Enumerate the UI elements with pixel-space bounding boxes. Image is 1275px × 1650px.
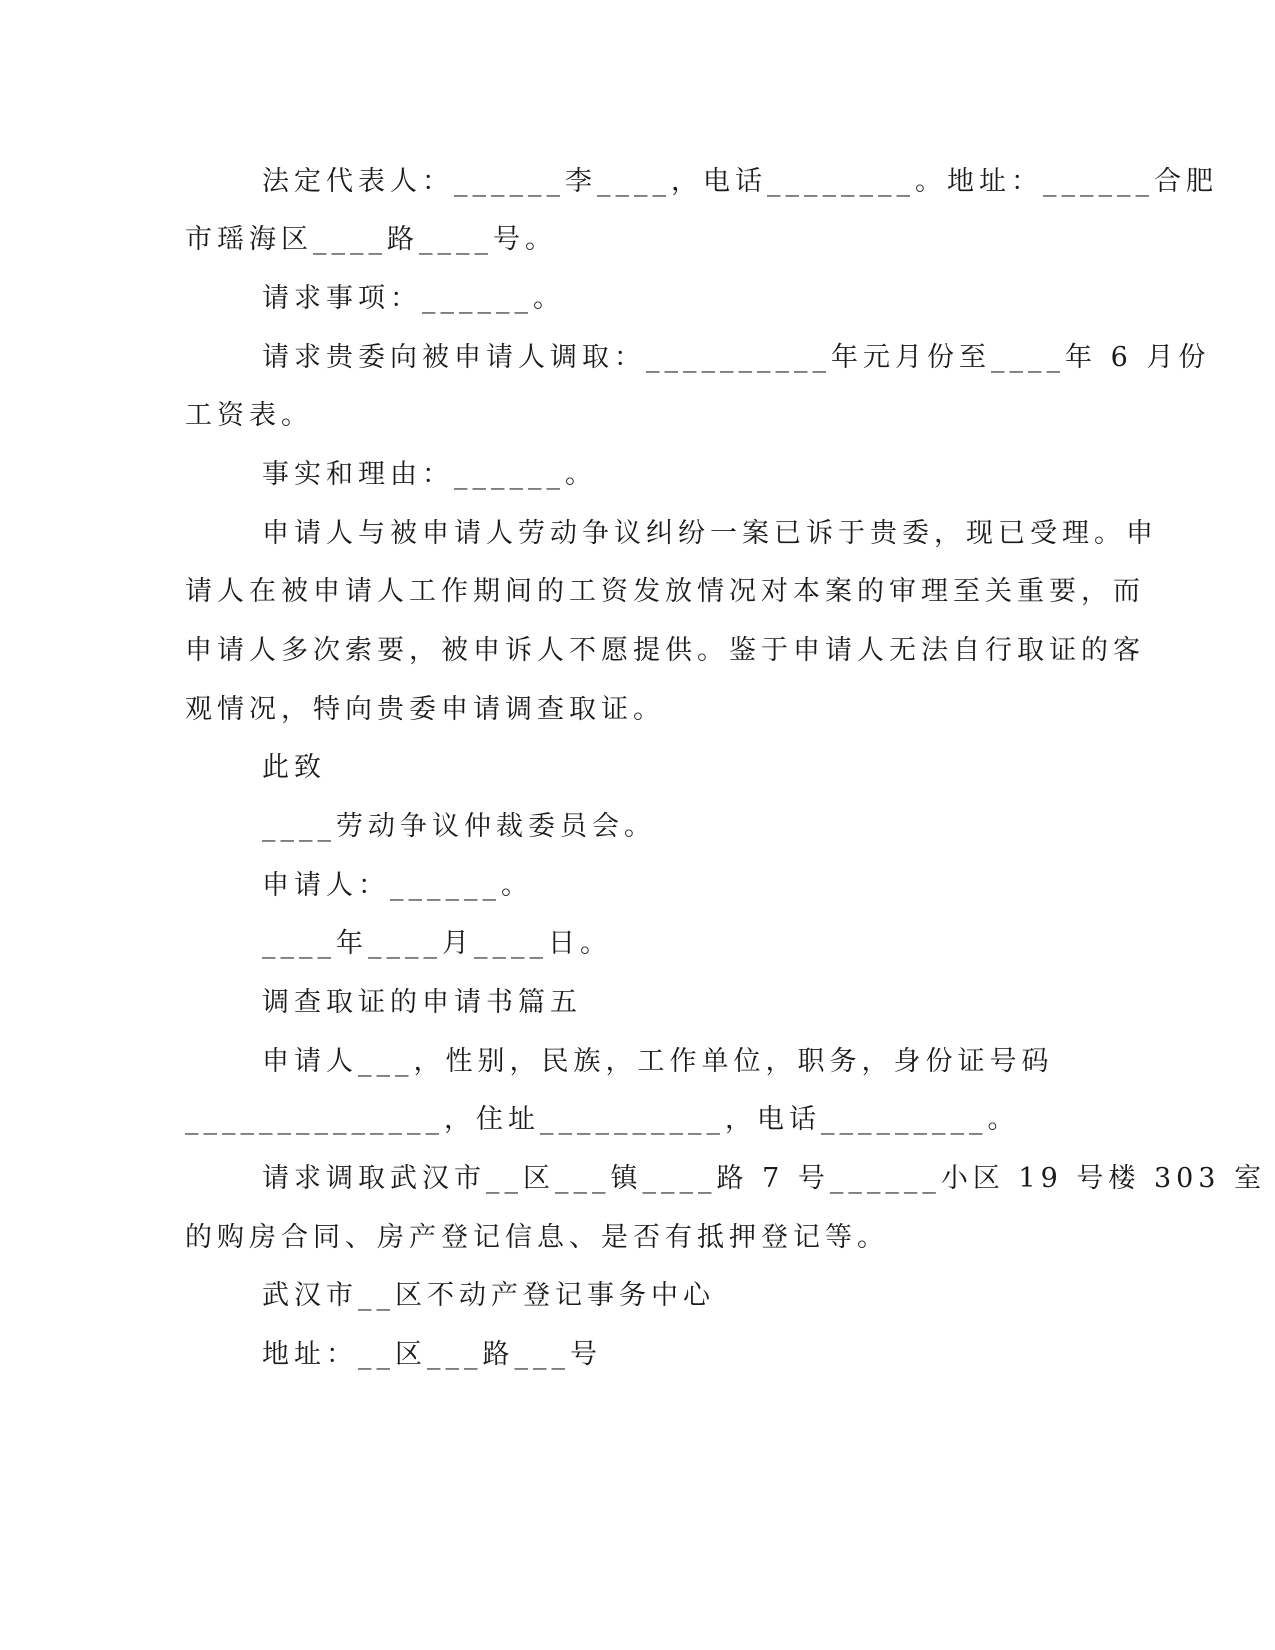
applicant-contact-line: ______________，住址__________，电话_________。 [185,1104,1020,1135]
addressee-line: ____劳动争议仲裁委员会。 [262,811,656,842]
salutation-line: 此致 [262,752,326,783]
body-paragraph-line-3: 申请人多次索要，被申诉人不愿提供。鉴于申请人无法自行取证的客 [185,635,1145,666]
body-paragraph-line-1: 申请人与被申请人劳动争议纠纷一案已诉于贵委，现已受理。申 [262,518,1158,549]
registration-center-line: 武汉市__区不动产登记事务中心 [262,1280,715,1311]
legal-representative-line: 法定代表人：______李____，电话________。地址：______合肥 [262,166,1218,197]
applicant-signature-line: 申请人：______。 [262,870,533,901]
facts-reasons-line: 事实和理由：______。 [262,459,597,490]
center-address-line: 地址：__区___路___号 [262,1339,602,1370]
address-continuation-line: 市瑶海区____路____号。 [185,224,557,255]
property-request-line: 请求调取武汉市__区___镇____路 7 号______小区 19 号楼 303 室 [262,1163,1267,1194]
property-request-continuation-line: 的购房合同、房产登记信息、是否有抵押登记等。 [185,1222,889,1253]
body-paragraph-line-4: 观情况，特向贵委申请调查取证。 [185,694,665,725]
applicant-info-line: 申请人___，性别，民族，工作单位，职务，身份证号码 [262,1046,1054,1077]
date-line: ____年____月____日。 [262,928,612,959]
request-retrieve-line: 请求贵委向被申请人调取：__________年元月份至____年 6 月份 [262,342,1211,373]
section-heading: 调查取证的申请书篇五 [262,987,582,1018]
request-items-line: 请求事项：______。 [262,283,565,314]
body-paragraph-line-2: 请人在被申请人工作期间的工资发放情况对本案的审理至关重要，而 [185,576,1145,607]
payroll-continuation-line: 工资表。 [185,400,313,431]
